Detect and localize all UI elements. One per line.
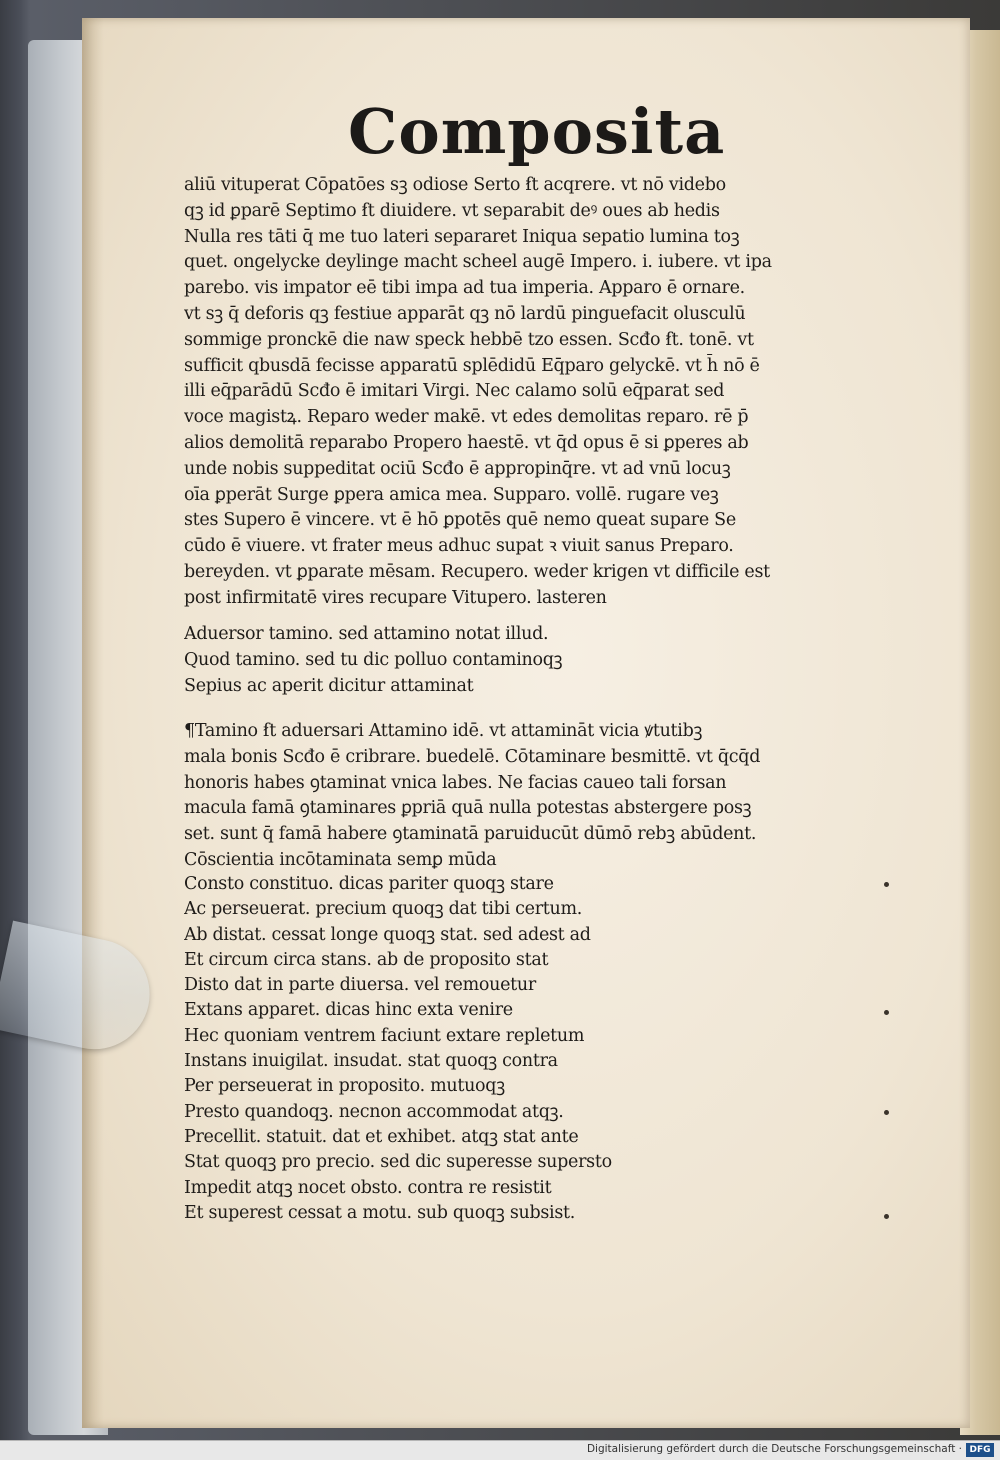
text-line: stes Supero ē vincere. vt ē hō ꝑpotēs quē nemo queat supare Se [184,510,736,531]
margin-mark [884,1110,889,1115]
credit-footer [0,1440,1000,1460]
verse-line: Disto dat in parte diuersa. vel remouetur [184,975,536,996]
text-line: aliū vituperat Cōpatōes sꝫ odiose Serto ẜt acqrere. vt nō videbo [184,175,726,195]
verse-line: Ac perseuerat. precium quoqꝫ dat tibi certum. [184,899,583,920]
page-heading: Composita [348,95,726,168]
text-line: alios demolitā reparabo Propero haestē. vt q̄d opus ē si ꝑperes ab [184,432,749,453]
verse-line: Presto quandoqꝫ. necnon accommodat atqꝫ. [184,1101,564,1122]
funding-credit: Digitalisierung gefördert durch die Deutsche Forschungsgemeinschaft · [586,1443,962,1455]
margin-mark [884,882,889,887]
verse-line: Impedit atqꝫ nocet obsto. contra re resistit [184,1177,552,1198]
text-line: ¶Tamino ẜt aduersari Attamino idē. vt attamināt vicia ꝟtutibꝫ [184,721,703,741]
verse-line: Consto constituo. dicas pariter quoqꝫ stare [184,874,554,894]
prose-block-2 [184,719,904,874]
verse-line: Stat quoqꝫ pro precio. sed dic superesse supersto [184,1152,612,1173]
gutter-shadow [82,18,104,1428]
verse-line: Extans apparet. dicas hinc exta venire [184,1000,513,1021]
text-line: bereyden. vt ꝑparate mēsam. Recupero. weder krigen vt difficile est [184,561,770,582]
verse-line: Ab distat. cessat longe quoqꝫ stat. sed adest ad [184,924,591,945]
verse-line: Et circum circa stans. ab de proposito stat [184,949,549,970]
text-line: honoris habes ꝯtaminat vnica labes. Ne facias caueo tali forsan [184,772,727,793]
verse-line: Hec quoniam ventrem faciunt extare repletum [184,1025,585,1046]
text-line: sufficit qbusdā fecisse apparatū splēdidū Eq̄paro gelyckē. vt h̄ nō ē [184,355,760,376]
prose-block-1 [184,173,904,612]
verse-line: Per perseuerat in proposito. mutuoqꝫ [184,1076,505,1097]
text-line: vt sꝫ q̄ deforis qꝫ festiue apparāt qꝫ nō lardū pinguefacit olusculū [184,303,746,324]
text-line: parebo. vis impator eē tibi impa ad tua imperia. Apparo ē ornare. [184,278,745,299]
text-line: unde nobis suppeditat ociū Scđo ē appropinq̄re. vt ad vnū locuꝫ [184,458,731,479]
text-line: oīa ꝑperāt Surge ꝑpera amica mea. Supparo. vollē. rugare veꝫ [184,484,719,505]
verse-line: Instans inuigilat. insudat. stat quoqꝫ contra [184,1051,558,1072]
verse-line: Et superest cessat a motu. sub quoqꝫ subsist. [184,1202,576,1223]
verse-line: Sepius ac aperit dicitur attaminat [184,676,474,696]
text-line: Nulla res tāti q̄ me tuo lateri separaret Iniqua sepatio lumina toꝫ [184,226,740,247]
text-line: Cōscientia incōtaminata semꝑ mūda [184,849,497,870]
verse-line: Aduersor tamino. sed attamino notat illud. [184,624,549,644]
text-line: quet. ongelycke deylinge macht scheel augē Impero. i. iubere. vt ipa [184,252,772,273]
margin-mark [884,1010,889,1015]
text-line: set. sunt q̄ famā habere ꝯtaminatā paruiducūt dūmō rebꝫ abūdent. [184,824,757,845]
text-line: illi eq̄parādū Scđo ē imitari Virgi. Nec calamo solū eq̄parat sed [184,381,725,402]
verse-block-2 [184,872,904,1226]
text-line: post infirmitatē vires recupare Vitupero. lasteren [184,587,607,608]
dfg-logo: DFG [966,1443,994,1457]
text-line: mala bonis Scđo ē cribrare. buedelē. Cōtaminare besmittē. vt q̄cq̄d [184,746,761,767]
text-line: macula famā ꝯtaminares ꝑpriā quā nulla potestas abstergere posꝫ [184,798,752,819]
verse-line: Quod tamino. sed tu dic polluo contaminoqꝫ [184,650,563,670]
text-line: cūdo ē viuere. vt frater meus adhuc supat ꝛ viuit sanus Preparo. [184,536,734,557]
margin-mark [884,1214,889,1219]
verse-block-1 [184,621,904,699]
text-line: sommige pronckē die naw speck hebbē tzo essen. Scđo ẜt. tonē. vt [184,329,754,350]
verse-line: Precellit. statuit. dat et exhibet. atqꝫ stat ante [184,1126,579,1147]
text-line: voce magistꝝ. Reparo weder makē. vt edes demolitas reparo. rē p̄ [184,407,749,428]
text-line: qꝫ id ꝑparē Septimo ẜt diuidere. vt separabit deꝰ oues ab hedis [184,200,720,221]
